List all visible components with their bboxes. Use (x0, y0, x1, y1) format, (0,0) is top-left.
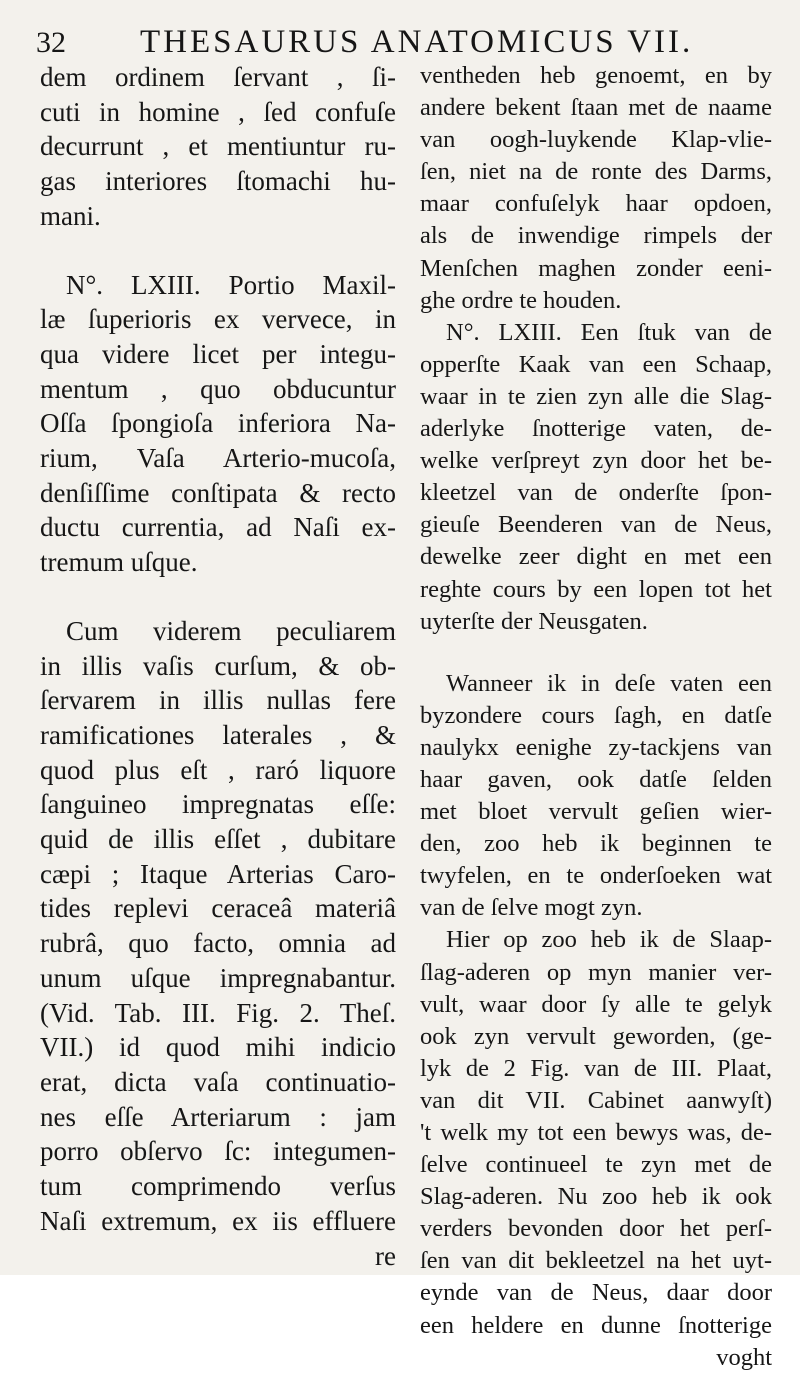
text-line: ook zyn vervult geworden, (ge- (420, 1022, 772, 1050)
text-line: aderlyke ſnotterige vaten, de- (420, 415, 772, 443)
text-line: Slag-aderen. Nu zoo heb ik ook (420, 1183, 772, 1211)
text-line: cuti in homine , ſed confuſe (40, 96, 396, 127)
page-number: 32 (36, 26, 66, 59)
text-line: lyk de 2 Fig. van de III. Plaat, (420, 1054, 772, 1082)
text-line: N°. LXIII. Een ſtuk van de (446, 318, 772, 346)
text-line: Hier op zoo heb ik de Slaap- (446, 926, 772, 954)
dutch-paragraph-4 (420, 924, 772, 1373)
text-line: twyfelen, en te onderſoeken wat (420, 862, 772, 890)
text-line: VII.) id quod mihi indicio (40, 1032, 396, 1063)
text-line: rium, Vaſa Arterio-mucoſa, (40, 443, 396, 474)
text-line: ſelve continueel te zyn met de (420, 1151, 772, 1179)
text-line: N°. LXIII. Portio Maxil- (66, 269, 396, 300)
text-line: maar confuſelyk haar opdoen, (420, 190, 772, 218)
text-line: eynde van de Neus, daar door (420, 1279, 772, 1307)
page-header (36, 20, 736, 64)
text-line: uyterſte der Neusgaten. (420, 607, 648, 635)
text-line: decurrunt , et mentiuntur ru- (40, 131, 396, 162)
dutch-paragraph-3 (420, 668, 772, 925)
text-line: mentum , quo obducuntur (40, 373, 396, 404)
text-line: ſervarem in illis nullas fere (40, 685, 396, 716)
text-line: een heldere en dunne ſnotterige (420, 1311, 772, 1339)
text-line: ſen, niet na de ronte des Darms, (420, 158, 772, 186)
dutch-paragraph-2 (420, 317, 772, 638)
text-line: van de ſelve mogt zyn. (420, 894, 643, 922)
text-line: byzondere cours ſagh, en datſe (420, 701, 772, 729)
latin-paragraph-1 (40, 60, 396, 234)
text-line: Wanneer ik in deſe vaten een (446, 669, 772, 697)
text-line: tremum uſque. (40, 547, 198, 578)
text-line: van dit VII. Cabinet aanwyſt) (420, 1086, 772, 1114)
dutch-paragraph-1 (420, 60, 772, 317)
latin-paragraph-3 (40, 614, 396, 1273)
text-line: nes eſſe Arteriarum : jam (40, 1101, 396, 1132)
text-line: welke verſpreyt zyn door het be- (420, 447, 772, 475)
text-line: tides replevi ceraceâ materiâ (40, 893, 396, 924)
text-line: mani. (40, 200, 101, 231)
text-line: gieuſe Beenderen van de Neus, (420, 511, 772, 539)
latin-column (40, 60, 396, 1273)
running-title: THESAURUS ANATOMICUS VII. (140, 24, 694, 60)
catchword: re (375, 1240, 396, 1271)
text-line: andere bekent ſtaan met de naame (420, 94, 772, 122)
text-line: Naſi extremum, ex iis effluere (40, 1205, 396, 1236)
text-line: dem ordinem ſervant , ſi- (40, 62, 396, 92)
text-line: unum uſque impregnabantur. (40, 962, 396, 993)
text-line: Menſchen maghen zonder eeni- (420, 254, 772, 282)
text-line: Oſſa ſpongioſa inferiora Na- (40, 408, 396, 439)
text-line: ſen van dit bekleetzel na het uyt- (420, 1247, 772, 1275)
latin-paragraph-2 (40, 268, 396, 580)
text-line: reghte cours by een lopen tot het (420, 575, 772, 603)
text-line: kleetzel van de onderſte ſpon- (420, 479, 772, 507)
text-line: vult, waar door ſy alle te gelyk (420, 990, 772, 1018)
text-line: ſlag-aderen op myn manier ver- (420, 958, 772, 986)
text-line: opperſte Kaak van een Schaap, (420, 350, 772, 378)
text-line: porro obſervo ſc: integumen- (40, 1136, 396, 1167)
catchword: voght (716, 1343, 772, 1371)
text-line: 't welk my tot een bewys was, de- (420, 1119, 772, 1146)
text-line: naulykx eenighe zy-tackjens van (420, 733, 772, 761)
text-line: quid de illis eſſet , dubitare (40, 824, 396, 855)
text-line: ghe ordre te houden. (420, 286, 622, 314)
text-line: Cum viderem peculiarem (66, 615, 396, 646)
text-line: ventheden heb genoemt, en by (420, 62, 772, 89)
text-line: cæpi ; Itaque Arterias Caro- (40, 858, 396, 889)
text-line: rubrâ, quo facto, omnia ad (40, 928, 396, 959)
dutch-column (420, 60, 772, 1374)
text-line: læ ſuperioris ex vervece, in (40, 304, 396, 335)
text-line: verders bevonden door het perſ- (420, 1215, 772, 1243)
text-line: met bloet vervult geſien wier- (420, 798, 772, 826)
text-line: ductu currentia, ad Naſi ex- (40, 512, 396, 543)
text-line: haar gaven, ook datſe ſelden (420, 765, 772, 793)
text-line: erat, dicta vaſa continuatio- (40, 1066, 396, 1097)
text-line: in illis vaſis curſum, & ob- (40, 650, 396, 681)
text-line: den, zoo heb ik beginnen te (420, 830, 772, 858)
text-line: van oogh-luykende Klap-vlie- (420, 126, 772, 154)
text-line: (Vid. Tab. III. Fig. 2. Theſ. (40, 997, 396, 1028)
text-line: denſiſſime conſtipata & recto (40, 477, 396, 508)
text-line: ramificationes laterales , & (40, 719, 396, 750)
text-line: gas interiores ſtomachi hu- (40, 166, 396, 197)
text-line: dewelke zeer dight en met een (420, 543, 772, 571)
text-line: qua videre licet per integu- (40, 338, 396, 369)
text-line: waar in te zien zyn alle die Slag- (420, 382, 772, 410)
text-line: tum comprimendo verſus (40, 1171, 396, 1202)
text-line: als de inwendige rimpels der (420, 222, 772, 250)
text-line: ſanguineo impregnatas eſſe: (40, 789, 396, 820)
text-line: quod plus eſt , raró liquore (40, 754, 396, 785)
